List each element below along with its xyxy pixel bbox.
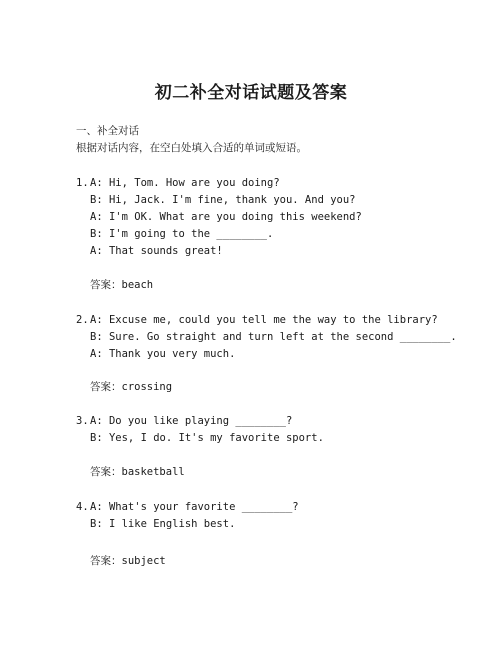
- dialogue-line: A: Hi, Tom. How are you doing?: [90, 177, 280, 189]
- question-number: 4.: [76, 501, 89, 513]
- dialogue-line: A: Excuse me, could you tell me the way to the library?: [90, 314, 438, 326]
- answer-text: subject: [121, 555, 166, 567]
- answer-text: crossing: [121, 381, 173, 393]
- question-number: 3.: [76, 415, 89, 427]
- answer-text: basketball: [121, 466, 185, 478]
- answer-line: [90, 278, 153, 292]
- dialogue-line: B: Hi, Jack. I'm fine, thank you. And you?: [90, 194, 356, 206]
- answer-label: 答案：: [90, 466, 122, 478]
- dialogue-line: A: Do you like playing ________?: [90, 415, 293, 427]
- section-heading: 一、补全对话: [76, 125, 139, 137]
- answer-line: [90, 554, 166, 568]
- dialogue-line: A: What's your favorite ________?: [90, 501, 299, 513]
- question-number: 2.: [76, 314, 89, 326]
- question-number: 1.: [76, 177, 89, 189]
- dialogue-line: A: I'm OK. What are you doing this weekend?: [90, 211, 362, 223]
- page-title: 初二补全对话试题及答案: [154, 83, 348, 103]
- answer-text: beach: [121, 279, 154, 291]
- dialogue-line: B: I'm going to the ________.: [90, 228, 274, 240]
- answer-label: 答案：: [90, 381, 122, 393]
- answer-label: 答案：: [90, 279, 122, 291]
- section-instruction: 根据对话内容，在空白处填入合适的单词或短语。: [76, 142, 307, 154]
- answer-label: 答案：: [90, 555, 122, 567]
- answer-line: [90, 465, 185, 479]
- dialogue-line: A: Thank you very much.: [90, 348, 236, 360]
- dialogue-line: B: Sure. Go straight and turn left at the second ________.: [90, 331, 457, 343]
- dialogue-line: A: That sounds great!: [90, 245, 223, 257]
- dialogue-line: B: I like English best.: [90, 518, 236, 530]
- dialogue-line: B: Yes, I do. It's my favorite sport.: [90, 432, 324, 444]
- answer-line: [90, 380, 172, 394]
